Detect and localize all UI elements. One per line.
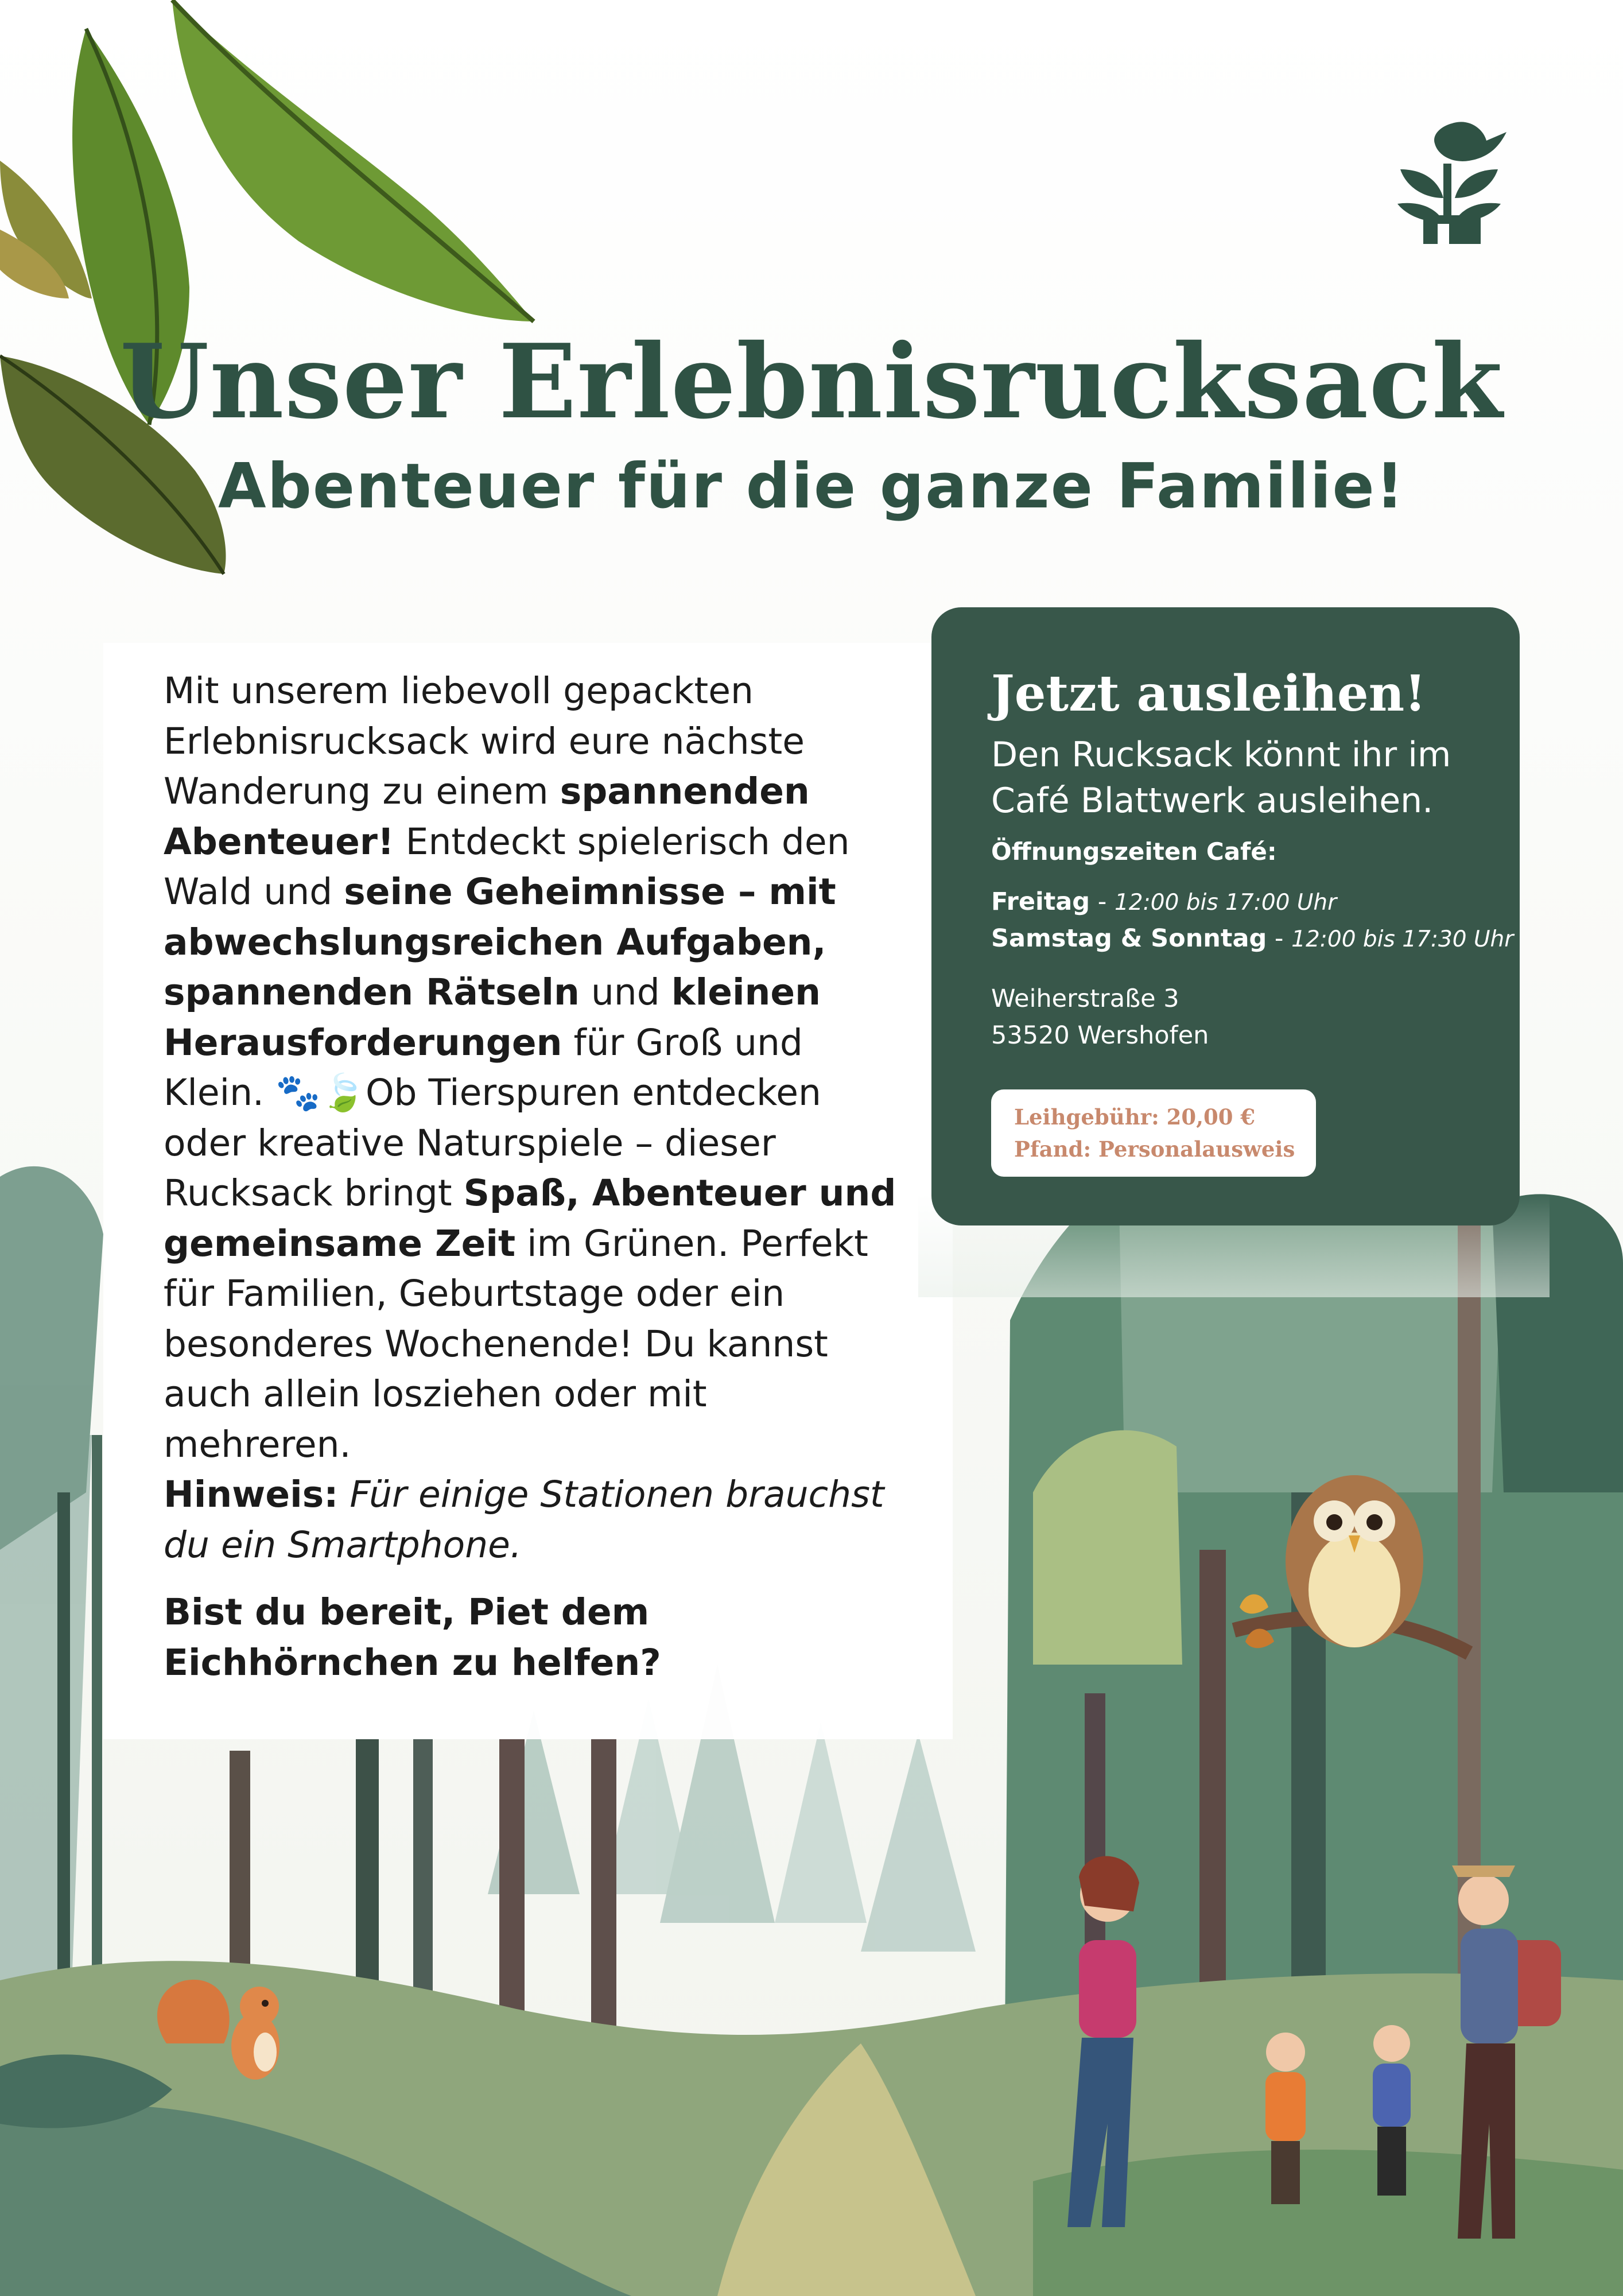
fee-badge (991, 1089, 1316, 1177)
hours-time: 12:00 bis 17:00 Uhr (1114, 890, 1337, 916)
hint-text: Für einige Stationen brauchst du ein Smartphone. (164, 1473, 884, 1566)
rental-fee: Leihgebühr: 20,00 € (1014, 1104, 1256, 1130)
address-city: 53520 Wershofen (991, 1021, 1209, 1050)
hint-label: Hinweis: (164, 1473, 339, 1515)
intro-text-3: und (579, 971, 671, 1013)
intro-text-1: Mit unserem liebevoll gepackten Erlebnisrucksack wird eure nächste Wanderung zu einem (164, 670, 805, 812)
address-street: Weiherstraße 3 (991, 984, 1179, 1013)
cafe-address (991, 980, 1520, 1054)
intro-text-2: Entdeckt spielerisch den Wald und (164, 820, 850, 913)
question-text: Bist du bereit, Piet dem Eichhörnchen zu helfen? (164, 1591, 661, 1684)
intro-bold-1: spannenden Abenteuer! (164, 770, 810, 863)
rental-info-box (931, 607, 1520, 1225)
rental-deposit: Pfand: Personalausweis (1014, 1137, 1295, 1162)
intro-text-4: für Groß und Klein. 🐾🍃Ob Tierspuren entdecken oder kreative Naturspiele – dieser Rucksack bringt (164, 1021, 821, 1214)
rental-heading: Jetzt ausleihen! (991, 665, 1426, 723)
opening-hours-label: Öffnungszeiten Café: (991, 837, 1277, 866)
hint-paragraph (164, 1469, 904, 1570)
hours-time: 12:00 bis 17:30 Uhr (1291, 926, 1514, 952)
rental-description: Den Rucksack könnt ihr im Café Blattwerk ausleihen. (991, 735, 1451, 821)
page-subtitle: Abenteuer für die ganze Familie! (218, 451, 1405, 522)
intro-text-5: im Grünen. Perfekt für Familien, Geburtstage oder ein besonderes Wochenende! Du kannst auch allein losziehen oder mit mehreren. (164, 1222, 868, 1465)
intro-bold-3: kleinen Herausforderungen (164, 971, 821, 1064)
intro-bold-2: seine Geheimnisse – mit abwechslungsreichen Aufgaben, spannenden Rätseln (164, 871, 836, 1013)
hours-separator: - (1090, 887, 1115, 916)
hours-day: Samstag & Sonntag (991, 924, 1267, 953)
bird-tree-logo-icon (1389, 112, 1509, 244)
opening-hours-friday (991, 884, 1520, 921)
hours-day: Freitag (991, 887, 1090, 916)
intro-bold-4: Spaß, Abenteuer und gemeinsame Zeit (164, 1172, 896, 1265)
opening-hours-weekend (991, 921, 1520, 957)
intro-text (164, 666, 904, 1688)
intro-paragraph (164, 666, 904, 1469)
page-title: Unser Erlebnisrucksack (119, 321, 1504, 441)
hours-separator: - (1267, 924, 1292, 953)
